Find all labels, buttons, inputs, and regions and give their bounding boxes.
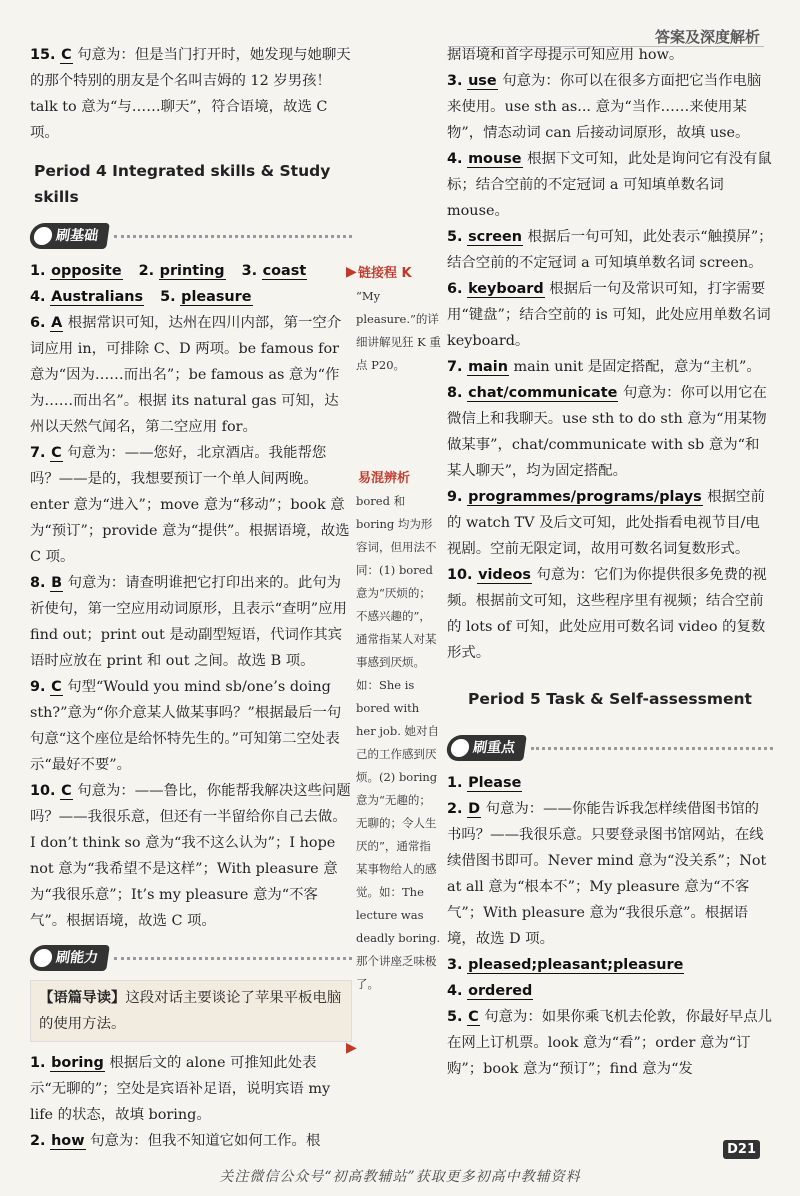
margin-notes bbox=[356, 262, 442, 1010]
answer-15: 15. C 句意为：但是当门打开时，她发现与她聊天的那个特别的朋友是个名叫吉姆的 12 岁男孩！talk to 意为“与……聊天”，符合语境，故选 C 项。 bbox=[30, 47, 351, 141]
answer-p1: 1. Please bbox=[447, 775, 522, 791]
passage-guide: 【语篇导读】这段对话主要谈论了苹果平板电脑的使用方法。 bbox=[30, 980, 352, 1042]
margin-confusion-note: 易混辨析 bored 和 boring 均为形容词，但用法不同：(1) bored 意为“厌烦的；不感兴趣的”，通常指某人对某事感到厌烦。如：She is bored with her job. 她对自己的工作感到厌烦。(2) boring 意为“无趣的；无聊的；令人生厌的”，通常指某事物给人的感觉。如：The lecture was deadly boring. 那个讲座乏味极了。 bbox=[356, 471, 441, 991]
section-tag-ability: 刷能力 bbox=[30, 942, 352, 974]
answer-r3: 3. use 句意为：你可以在很多方面把它当作电脑来使用。use sth as... 意为“当作……来使用某物”，情态动词 can 后接动词原形，故填 use。 bbox=[447, 73, 762, 141]
header-tag: 答案及深度解析 bbox=[654, 28, 760, 46]
answer-p5: 5. C 句意为：如果你乘飞机去伦敦，你最好早点儿在网上订机票。look 意为“看”；order 意为“订购”；book 意为“预订”；find 意为“发 bbox=[447, 1009, 773, 1077]
answer-10: 10. C 句意为：——鲁比，你能帮我解决这些问题吗？——我很乐意，但还有一半留给你自己去做。I don’t think so 意为“我不这么认为”；I hope not 意为“我希望不是这样”；With pleasure 意为“我很乐意”；It’s my pleasure 意为“不客气”。根据语境，故选 C 项。 bbox=[30, 783, 351, 929]
section-tag-key: 刷重点 bbox=[447, 732, 773, 764]
answer-r5: 5. screen 根据后一句可知，此处表示“触摸屏”；结合空前的不定冠词 a 可知填单数名词 screen。 bbox=[447, 229, 773, 271]
answer-r7: 7. main main unit 是固定搭配，意为“主机”。 bbox=[447, 359, 761, 375]
answer-r6: 6. keyboard 根据后一句及常识可知，打字需要用“键盘”；结合空前的 is 可知，此处应用单数名词 keyboard。 bbox=[447, 281, 771, 349]
answer-row-1: 1. opposite 2. printing 3. coast bbox=[30, 263, 307, 279]
right-column bbox=[447, 42, 773, 1082]
answer-key: C bbox=[61, 47, 72, 63]
page-number: D21 bbox=[723, 1140, 760, 1159]
answer-r9: 9. programmes/programs/plays 根据空前的 watch TV 及后文可知，此处指看电视节目/电视剧。空前无限定词，故用可数名词复数形式。 bbox=[447, 489, 765, 557]
answer-r8: 8. chat/communicate 句意为：你可以用它在微信上和我聊天。use sth to do sth 意为“用某物做某事”，chat/communicate with sb 意为“和某人聊天”，均为固定搭配。 bbox=[447, 385, 767, 479]
section-tag-basic: 刷基础 bbox=[30, 220, 352, 252]
period-4-title: Period 4 Integrated skills & Study skills bbox=[34, 162, 331, 206]
left-column bbox=[30, 42, 352, 1154]
answer-row-p3-p4: 3. pleased;pleasant;pleasure 4. ordered bbox=[447, 957, 684, 999]
answer-r4: 4. mouse 根据下文可知，此处是询问它有没有鼠标；结合空前的不定冠词 a 可知填单数名词 mouse。 bbox=[447, 151, 772, 219]
pencil-icon bbox=[450, 739, 471, 757]
footer-note: 关注微信公众号“初高教辅站”获取更多初高中教辅资料 bbox=[219, 1169, 581, 1185]
answer-row-2: 4. Australians 5. pleasure bbox=[30, 289, 252, 305]
answer-a2: 2. how 句意为：但我不知道它如何工作。根 bbox=[30, 1133, 321, 1149]
arrow-icon: ▶ bbox=[346, 1040, 357, 1056]
answer-a1: 1. boring 根据后文的 alone 可推知此处表示“无聊的”；空处是宾语补足语，说明宾语 my life 的状态，故填 boring。 bbox=[30, 1055, 331, 1123]
answer-6: 6. A 根据常识可知，达州在四川内部，第一空介词应用 in，可排除 C、D 两项。be famous for 意为“因为……而出名”；be famous as 意为“作为……而出名”。根据 its natural gas 可知，达州以天然气闻名，第二空应用 for。 bbox=[30, 315, 342, 435]
period-5-title: Period 5 Task & Self-assessment bbox=[468, 690, 752, 708]
pencil-icon bbox=[33, 949, 54, 967]
continuation: 据语境和首字母提示可知应用 how。 bbox=[447, 47, 684, 63]
margin-link-note: 链接程 K “My pleasure.”的详细讲解见狂 K 重点 P20。 bbox=[356, 266, 441, 372]
answer-r10: 10. videos 句意为：它们为你提供很多免费的视频。根据前文可知，这些程序里有视频；结合空前的 lots of 可知，此处应用可数名词 video 的复数形式。 bbox=[447, 567, 767, 661]
explanation: 句意为：但是当门打开时，她发现与她聊天的那个特别的朋友是个名叫吉姆的 12 岁男孩！talk to 意为“与……聊天”，符合语境，故选 C 项。 bbox=[30, 47, 351, 141]
answer-9: 9. C 句型“Would you mind sb/one’s doing sth?”意为“你介意某人做某事吗？”根据最后一句句意“这个座位是给怀特先生的。”可知第二空处表示“最好不要”。 bbox=[30, 679, 342, 773]
answer-7: 7. C 句意为：——您好，北京酒店。我能帮您吗？——是的，我想要预订一个单人间两晚。enter 意为“进入”；move 意为“移动”；book 意为“预订”；provide 意为“提供”。根据语境，故选 C 项。 bbox=[30, 445, 350, 565]
answer-p2: 2. D 句意为：——你能告诉我怎样续借图书馆的书吗？——我很乐意。只要登录图书馆网站，在线续借图书即可。Never mind 意为“没关系”；Not at all 意为“根本不”；My pleasure 意为“不客气”；With pleasure 意为“我很乐意”。根据语境，故选 D 项。 bbox=[447, 801, 767, 947]
answer-8: 8. B 句意为：请查明谁把它打印出来的。此句为祈使句，第一空应用动词原形，且表示“查明”应用 find out；print out 是动副型短语，代词作其宾语时应放在 print 和 out 之间。故选 B 项。 bbox=[30, 575, 347, 669]
arrow-icon: ▶ bbox=[346, 264, 357, 280]
pencil-icon bbox=[33, 227, 54, 245]
